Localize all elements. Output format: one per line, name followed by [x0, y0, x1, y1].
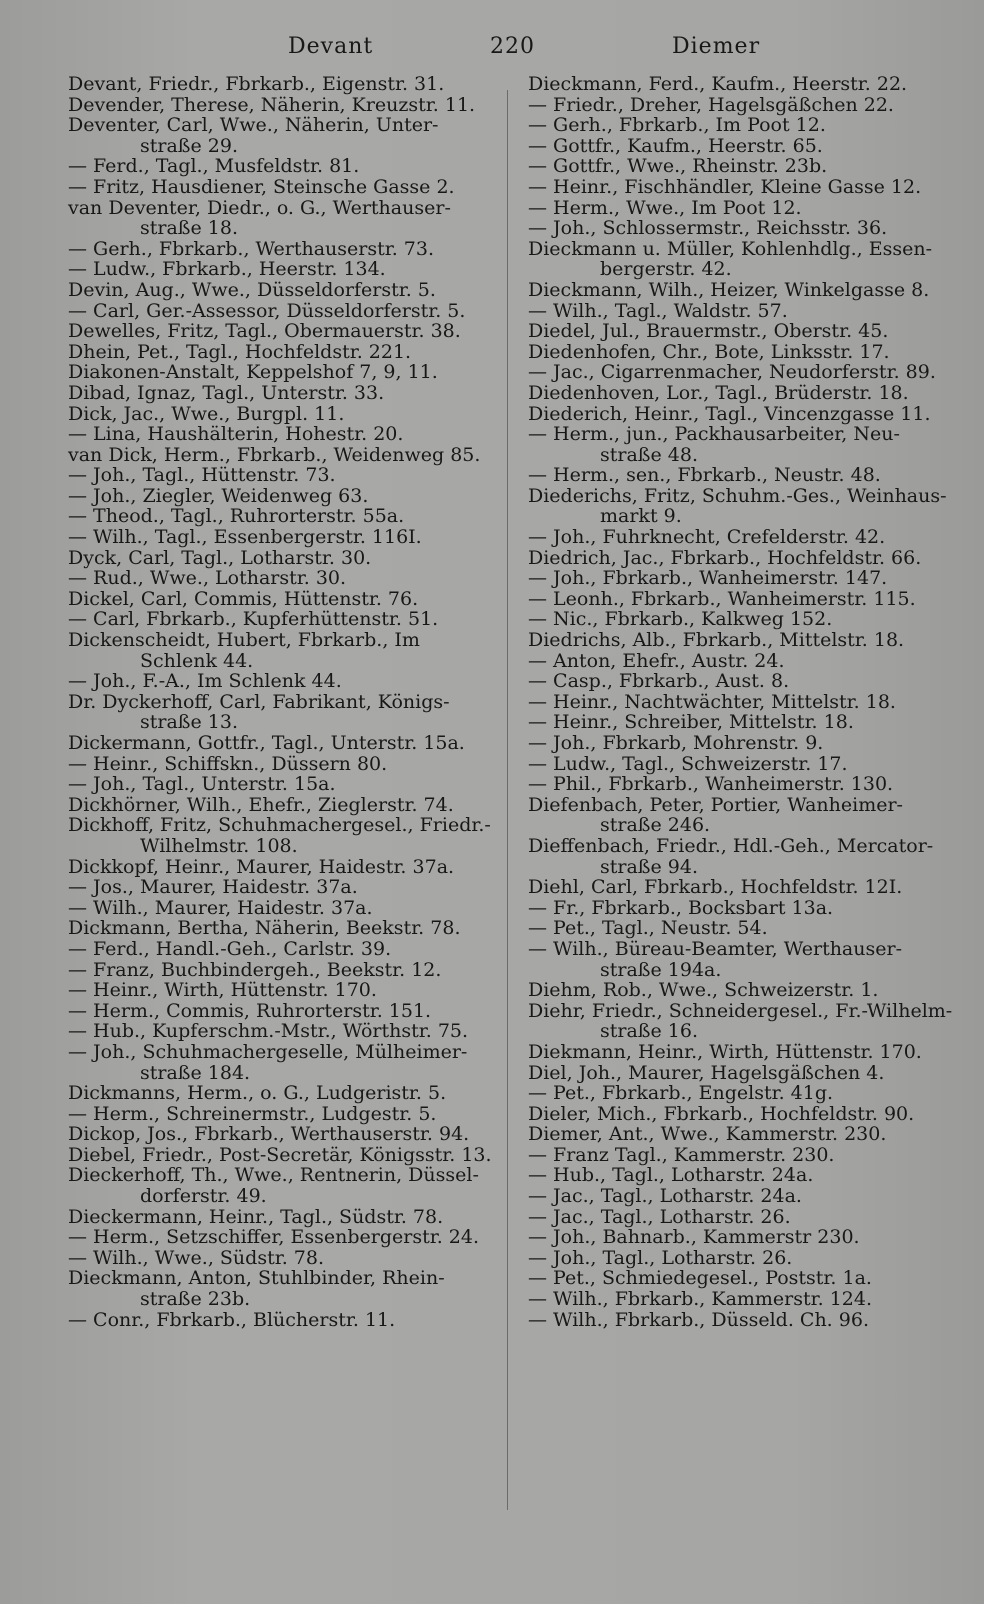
entry-line: Diefenbach, Peter, Portier, Wanheimer-	[528, 793, 903, 816]
directory-entry	[68, 774, 498, 795]
entry-line: — Gerh., Fbrkarb., Im Poot 12.	[528, 114, 826, 137]
entry-line: — Franz, Buchbindergeh., Beekstr. 12.	[68, 958, 442, 981]
directory-entry	[68, 857, 498, 878]
entry-line: — Joh., Ziegler, Weidenweg 63.	[68, 484, 369, 507]
entry-continuation-line: straße 48.	[600, 443, 698, 466]
entry-line: — Lina, Haushälterin, Hohestr. 20.	[68, 423, 404, 446]
directory-entry	[68, 939, 498, 960]
entry-line: — Herm., Wwe., Im Poot 12.	[528, 196, 802, 219]
entry-line: Dickhörner, Wilh., Ehefr., Zieglerstr. 74.	[68, 793, 454, 816]
entry-line: — Ferd., Handl.-Geh., Carlstr. 39.	[68, 937, 392, 960]
directory-entry	[68, 74, 498, 95]
entry-line: Diedrich, Jac., Fbrkarb., Hochfeldstr. 66.	[528, 546, 922, 569]
directory-entry	[528, 156, 954, 177]
entry-line: Dickhoff, Fritz, Schuhmachergesel., Friedr.-	[68, 814, 491, 837]
directory-entry	[528, 712, 954, 733]
entry-line: — Joh., Schuhmachergeselle, Mülheimer-	[68, 1040, 468, 1063]
entry-line: Devant, Friedr., Fbrkarb., Eigenstr. 31.	[68, 73, 445, 95]
entry-line: — Casp., Fbrkarb., Aust. 8.	[528, 670, 790, 693]
entry-line: — Franz Tagl., Kammerstr. 230.	[528, 1143, 835, 1166]
entry-line: — Pet., Tagl., Neustr. 54.	[528, 917, 768, 940]
entry-line: Dieckerhoff, Th., Wwe., Rentnerin, Düssel-	[68, 1164, 479, 1187]
directory-entry	[528, 527, 954, 548]
directory-entry	[68, 404, 498, 425]
directory-entry	[68, 527, 498, 548]
entry-continuation-line: straße 16.	[600, 1020, 698, 1043]
directory-entry	[528, 1289, 954, 1310]
entry-line: Diederich, Heinr., Tagl., Vincenzgasse 11.	[528, 402, 931, 425]
entry-line: Dickop, Jos., Fbrkarb., Werthauserstr. 94.	[68, 1123, 470, 1146]
entry-line: — Heinr., Schiffskn., Düssern 80.	[68, 752, 388, 775]
entry-line: — Joh., Fbrkarb, Mohrenstr. 9.	[528, 732, 824, 754]
entry-continuation-line: Schlenk 44.	[140, 649, 254, 672]
directory-entry	[68, 960, 498, 981]
directory-entry	[528, 1207, 954, 1228]
directory-entry	[68, 671, 498, 692]
entry-line: Diehl, Carl, Fbrkarb., Hochfeldstr. 12I.	[528, 876, 903, 899]
directory-entry	[68, 568, 498, 589]
directory-entry	[68, 692, 498, 733]
entry-line: — Pet., Fbrkarb., Engelstr. 41g.	[528, 1082, 834, 1105]
directory-entry	[528, 1268, 954, 1289]
entry-continuation-line: straße 13.	[140, 711, 238, 734]
entry-line: — Herm., sen., Fbrkarb., Neustr. 48.	[528, 464, 881, 487]
directory-entry	[68, 259, 498, 280]
entry-line: — Fritz, Hausdiener, Steinsche Gasse 2.	[68, 175, 455, 198]
entry-line: — Friedr., Dreher, Hagelsgäßchen 22.	[528, 93, 894, 116]
entry-line: Dickmanns, Herm., o. G., Ludgeristr. 5.	[68, 1082, 447, 1105]
directory-entry	[528, 280, 954, 301]
entry-line: — Phil., Fbrkarb., Wanheimerstr. 130.	[528, 773, 894, 796]
directory-entry	[528, 74, 954, 95]
directory-entry	[68, 177, 498, 198]
entry-line: Diehm, Rob., Wwe., Schweizerstr. 1.	[528, 979, 879, 1002]
entry-line: Dr. Dyckerhoff, Carl, Fabrikant, Königs-	[68, 690, 450, 713]
directory-entry	[68, 1268, 498, 1309]
entry-line: — Joh., Tagl., Unterstr. 15a.	[68, 773, 336, 796]
directory-entry	[68, 1124, 498, 1145]
entry-line: — Gerh., Fbrkarb., Werthauserstr. 73.	[68, 237, 435, 260]
entry-line: Diel, Joh., Maurer, Hagelsgäßchen 4.	[528, 1061, 885, 1084]
entry-line: Dickmann, Bertha, Näherin, Beekstr. 78.	[68, 917, 461, 940]
page-number: 220	[490, 34, 535, 59]
entry-line: — Pet., Schmiedegesel., Poststr. 1a.	[528, 1267, 872, 1290]
directory-entry	[68, 630, 498, 671]
entry-line: — Herm., Setzschiffer, Essenbergerstr. 24.	[68, 1226, 480, 1249]
entry-line: — Carl, Fbrkarb., Kupferhüttenstr. 51.	[68, 608, 439, 631]
left-column	[68, 74, 498, 1330]
directory-entry	[528, 1042, 954, 1063]
entry-line: — Wilh., Tagl., Essenbergerstr. 116I.	[68, 526, 422, 549]
directory-entry	[528, 671, 954, 692]
entry-continuation-line: straße 23b.	[140, 1288, 251, 1311]
directory-entry	[68, 918, 498, 939]
entry-line: — Jac., Tagl., Lotharstr. 24a.	[528, 1185, 802, 1208]
directory-entry	[528, 774, 954, 795]
entry-line: — Fr., Fbrkarb., Bocksbart 13a.	[528, 896, 834, 919]
directory-entry	[68, 383, 498, 404]
entry-line: — Conr., Fbrkarb., Blücherstr. 11.	[68, 1308, 396, 1331]
entry-line: — Rud., Wwe., Lotharstr. 30.	[68, 567, 347, 590]
entry-line: — Theod., Tagl., Ruhrorterstr. 55a.	[68, 505, 405, 528]
directory-entry	[68, 898, 498, 919]
entry-line: — Wilh., Wwe., Südstr. 78.	[68, 1246, 324, 1269]
directory-entry	[528, 630, 954, 651]
directory-entry	[528, 1186, 954, 1207]
directory-entry	[68, 280, 498, 301]
entry-line: — Joh., Fuhrknecht, Crefelderstr. 42.	[528, 526, 886, 549]
directory-entry	[528, 1248, 954, 1269]
directory-entry	[528, 836, 954, 877]
directory-entry	[68, 733, 498, 754]
entry-line: Dieckmann, Ferd., Kaufm., Heerstr. 22.	[528, 73, 908, 95]
entry-line: Diedrichs, Alb., Fbrkarb., Mittelstr. 18.	[528, 629, 905, 652]
directory-entry	[68, 506, 498, 527]
directory-entry	[68, 980, 498, 1001]
entry-line: — Ludw., Fbrkarb., Heerstr. 134.	[68, 258, 386, 281]
entry-line: — Wilh., Fbrkarb., Düsseld. Ch. 96.	[528, 1308, 869, 1331]
directory-entry	[68, 301, 498, 322]
entry-line: Dick, Jac., Wwe., Burgpl. 11.	[68, 402, 345, 425]
directory-entry	[68, 239, 498, 260]
directory-entry	[528, 321, 954, 342]
directory-entry	[528, 1104, 954, 1125]
page-header	[60, 34, 924, 64]
entry-line: Diekmann, Heinr., Wirth, Hüttenstr. 170.	[528, 1040, 922, 1063]
entry-continuation-line: straße 194a.	[600, 958, 722, 981]
entry-line: Diemer, Ant., Wwe., Kammerstr. 230.	[528, 1123, 887, 1146]
entry-line: — Hub., Tagl., Lotharstr. 24a.	[528, 1164, 814, 1187]
directory-entry	[528, 692, 954, 713]
entry-line: Dieffenbach, Friedr., Hdl.-Geh., Mercator-	[528, 834, 934, 857]
directory-entry	[528, 198, 954, 219]
directory-entry	[68, 342, 498, 363]
entry-line: Diakonen-Anstalt, Keppelshof 7, 9, 11.	[68, 361, 438, 384]
directory-entry	[68, 1207, 498, 1228]
directory-entry	[528, 1227, 954, 1248]
entry-line: Dibad, Ignaz, Tagl., Unterstr. 33.	[68, 381, 385, 404]
entry-line: — Herm., Schreinermstr., Ludgestr. 5.	[68, 1102, 437, 1125]
directory-entry	[68, 754, 498, 775]
entry-line: — Joh., Tagl., Hüttenstr. 73.	[68, 464, 336, 487]
directory-entry	[68, 1042, 498, 1083]
directory-entry	[528, 1165, 954, 1186]
directory-entry	[68, 815, 498, 856]
entry-line: — Carl, Ger.-Assessor, Düsseldorferstr. 5.	[68, 299, 466, 322]
entry-line: — Anton, Ehefr., Austr. 24.	[528, 649, 785, 672]
entry-line: Dickkopf, Heinr., Maurer, Haidestr. 37a.	[68, 855, 455, 878]
directory-entry	[528, 218, 954, 239]
directory-entry	[68, 198, 498, 239]
entry-line: Diedenhofen, Chr., Bote, Linksstr. 17.	[528, 340, 890, 363]
directory-entry	[68, 424, 498, 445]
entry-line: — Gottfr., Wwe., Rheinstr. 23b.	[528, 155, 828, 178]
directory-entry	[528, 301, 954, 322]
entry-line: Dyck, Carl, Tagl., Lotharstr. 30.	[68, 546, 372, 569]
directory-entry	[528, 486, 954, 527]
entry-line: Dickel, Carl, Commis, Hüttenstr. 76.	[68, 587, 419, 610]
directory-entry	[68, 589, 498, 610]
entry-continuation-line: straße 18.	[140, 217, 238, 240]
entry-line: Diedenhoven, Lor., Tagl., Brüderstr. 18.	[528, 381, 909, 404]
directory-entry	[528, 568, 954, 589]
directory-entry	[528, 754, 954, 775]
entry-line: Diehr, Friedr., Schneidergesel., Fr.-Wilhelm-	[528, 999, 953, 1022]
entry-continuation-line: dorferstr. 49.	[140, 1185, 267, 1208]
entry-line: — Joh., Schlossermstr., Reichsstr. 36.	[528, 217, 888, 240]
entry-line: — Jac., Tagl., Lotharstr. 26.	[528, 1205, 791, 1228]
directory-entry	[528, 362, 954, 383]
directory-entry	[528, 1083, 954, 1104]
entry-line: van Dick, Herm., Fbrkarb., Weidenweg 85.	[68, 443, 481, 466]
directory-entry	[528, 795, 954, 836]
directory-entry	[68, 465, 498, 486]
directory-entry	[528, 589, 954, 610]
entry-line: — Herm., Commis, Ruhrorterstr. 151.	[68, 999, 432, 1022]
entry-line: — Joh., Bahnarb., Kammerstr 230.	[528, 1226, 860, 1249]
directory-entry	[528, 1124, 954, 1145]
directory-entry	[528, 404, 954, 425]
entry-continuation-line: straße 94.	[600, 855, 698, 878]
directory-entry	[68, 1145, 498, 1166]
entry-line: — Heinr., Nachtwächter, Mittelstr. 18.	[528, 690, 896, 713]
entry-line: Diebel, Friedr., Post-Secretär, Königsstr. 13.	[68, 1143, 492, 1166]
directory-entry	[528, 383, 954, 404]
entry-line: Dickermann, Gottfr., Tagl., Unterstr. 15a.	[68, 732, 465, 754]
directory-entry	[528, 939, 954, 980]
directory-entry	[528, 342, 954, 363]
directory-entry	[528, 239, 954, 280]
directory-entry	[68, 1083, 498, 1104]
directory-entry	[68, 1165, 498, 1206]
directory-entry	[528, 115, 954, 136]
entry-continuation-line: straße 184.	[140, 1061, 251, 1084]
directory-entry	[68, 1104, 498, 1125]
directory-entry	[68, 115, 498, 156]
directory-entry	[68, 1248, 498, 1269]
entry-line: — Joh., F.-A., Im Schlenk 44.	[68, 670, 342, 693]
directory-entry	[68, 1227, 498, 1248]
directory-entry	[528, 177, 954, 198]
entry-continuation-line: bergerstr. 42.	[600, 258, 732, 281]
entry-continuation-line: straße 246.	[600, 814, 711, 837]
directory-entry	[68, 1001, 498, 1022]
right-column	[528, 74, 954, 1330]
directory-entry	[528, 898, 954, 919]
entry-line: Deventer, Carl, Wwe., Näherin, Unter-	[68, 114, 439, 137]
directory-entry	[68, 445, 498, 466]
entry-continuation-line: straße 29.	[140, 134, 238, 157]
directory-entry	[528, 548, 954, 569]
directory-entry	[528, 95, 954, 116]
entry-line: — Nic., Fbrkarb., Kalkweg 152.	[528, 608, 833, 631]
entry-line: — Heinr., Wirth, Hüttenstr. 170.	[68, 979, 377, 1002]
entry-line: Dieckmann u. Müller, Kohlenhdlg., Essen-	[528, 237, 932, 260]
entry-line: — Ludw., Tagl., Schweizerstr. 17.	[528, 752, 848, 775]
entry-line: — Leonh., Fbrkarb., Wanheimerstr. 115.	[528, 587, 916, 610]
directory-entry	[528, 1145, 954, 1166]
directory-entry	[68, 95, 498, 116]
directory-entry	[528, 651, 954, 672]
directory-entry	[528, 1001, 954, 1042]
entry-line: — Wilh., Maurer, Haidestr. 37a.	[68, 896, 373, 919]
entry-line: Dhein, Pet., Tagl., Hochfeldstr. 221.	[68, 340, 412, 363]
directory-entry	[528, 1063, 954, 1084]
directory-entry	[68, 486, 498, 507]
directory-entry	[68, 548, 498, 569]
entry-line: — Ferd., Tagl., Musfeldstr. 81.	[68, 155, 360, 178]
entry-line: — Joh., Fbrkarb., Wanheimerstr. 147.	[528, 567, 888, 590]
entry-line: Diedel, Jul., Brauermstr., Oberstr. 45.	[528, 320, 889, 343]
entry-line: — Gottfr., Kaufm., Heerstr. 65.	[528, 134, 823, 157]
directory-entry	[528, 918, 954, 939]
directory-entry	[528, 1310, 954, 1331]
directory-entry	[528, 877, 954, 898]
directory-entry	[68, 362, 498, 383]
entry-line: — Wilh., Büreau-Beamter, Werthauser-	[528, 937, 902, 960]
entry-line: — Heinr., Schreiber, Mittelstr. 18.	[528, 711, 854, 734]
directory-entry	[68, 1310, 498, 1331]
entry-line: Dickenscheidt, Hubert, Fbrkarb., Im	[68, 629, 420, 652]
directory-entry	[68, 877, 498, 898]
entry-line: Dieckmann, Wilh., Heizer, Winkelgasse 8.	[528, 278, 930, 301]
directory-entry	[528, 424, 954, 465]
directory-entry	[68, 321, 498, 342]
header-right-catchword: Diemer	[672, 34, 761, 59]
entry-continuation-line: Wilhelmstr. 108.	[140, 834, 298, 857]
directory-entry	[528, 136, 954, 157]
entry-line: — Herm., jun., Packhausarbeiter, Neu-	[528, 423, 900, 446]
entry-line: — Joh., Tagl., Lotharstr. 26.	[528, 1246, 793, 1269]
directory-entry	[528, 980, 954, 1001]
entry-line: — Jac., Cigarrenmacher, Neudorferstr. 89.	[528, 361, 936, 384]
header-left-catchword: Devant	[288, 34, 374, 59]
entry-line: Dieler, Mich., Fbrkarb., Hochfeldstr. 90.	[528, 1102, 915, 1125]
entry-line: Dieckmann, Anton, Stuhlbinder, Rhein-	[68, 1267, 445, 1290]
directory-entry	[68, 609, 498, 630]
directory-entry	[68, 156, 498, 177]
directory-entry	[528, 609, 954, 630]
entry-line: Dieckermann, Heinr., Tagl., Südstr. 78.	[68, 1205, 444, 1228]
entry-line: Dewelles, Fritz, Tagl., Obermauerstr. 38.	[68, 320, 461, 343]
directory-entry	[528, 733, 954, 754]
directory-entry	[68, 1021, 498, 1042]
entry-line: Devin, Aug., Wwe., Düsseldorferstr. 5.	[68, 278, 436, 301]
entry-line: — Wilh., Fbrkarb., Kammerstr. 124.	[528, 1288, 873, 1311]
directory-entry	[528, 465, 954, 486]
entry-line: — Hub., Kupferschm.-Mstr., Wörthstr. 75.	[68, 1020, 469, 1043]
entry-line: — Heinr., Fischhändler, Kleine Gasse 12.	[528, 175, 922, 198]
entry-line: — Wilh., Tagl., Waldstr. 57.	[528, 299, 788, 322]
directory-entry	[68, 795, 498, 816]
entry-line: — Jos., Maurer, Haidestr. 37a.	[68, 876, 358, 899]
entry-line: Devender, Therese, Näherin, Kreuzstr. 11.	[68, 93, 476, 116]
entry-line: Diederichs, Fritz, Schuhm.-Ges., Weinhaus-	[528, 484, 947, 507]
entry-line: van Deventer, Diedr., o. G., Werthauser-	[68, 196, 451, 219]
entry-continuation-line: markt 9.	[600, 505, 682, 528]
column-divider	[507, 90, 508, 1510]
